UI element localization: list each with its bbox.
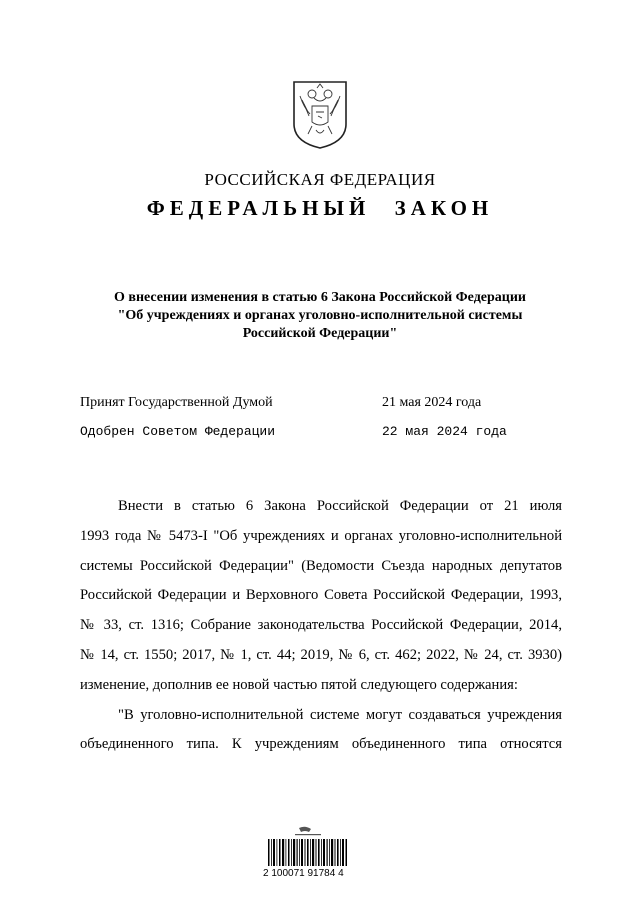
coat-of-arms-icon bbox=[290, 78, 350, 150]
law-body bbox=[80, 496, 562, 764]
body-line: изменение, дополнив ее новой частью пятой следующего содержания: bbox=[80, 676, 518, 693]
document-type-heading: ФЕДЕРАЛЬНЫЙ ЗАКОН bbox=[146, 196, 494, 220]
body-line: объединенного типа. К учреждениям объединенного типа относятся bbox=[80, 736, 562, 753]
barcode-number: 2 100071 91784 4 bbox=[263, 868, 344, 879]
body-line: "В уголовно-исполнительной системе могут создаваться учреждения bbox=[118, 706, 562, 723]
adopted-label: Принят Государственной Думой bbox=[80, 395, 273, 410]
body-line: № 14, ст. 1550; 2017, № 1, ст. 44; 2019, № 6, ст. 462; 2022, № 24, ст. 3930) bbox=[80, 646, 562, 663]
approved-label: Одобрен Советом Федерации bbox=[80, 424, 276, 439]
title-line: Российской Федерации" bbox=[242, 326, 398, 341]
approved-date: 22 мая 2024 года bbox=[382, 424, 507, 439]
body-line: Российской Федерации и Верховного Совета Российской Федерации, 1993, bbox=[80, 587, 562, 604]
body-line: Внести в статью 6 Закона Российской Федерации от 21 июля bbox=[118, 498, 562, 514]
body-line: 1993 года № 5473-I "Об учреждениях и органах уголовно-исполнительной bbox=[80, 527, 562, 544]
body-line: № 33, ст. 1316; Собрание законодательства Российской Федерации, 2014, bbox=[80, 617, 562, 634]
body-line: системы Российской Федерации" (Ведомости Съезда народных депутатов bbox=[80, 557, 562, 574]
country-heading: РОССИЙСКАЯ ФЕДЕРАЦИЯ bbox=[204, 170, 436, 189]
adopted-date: 21 мая 2024 года bbox=[382, 395, 482, 410]
title-line: "Об учреждениях и органах уголовно-исполнительной системы bbox=[117, 308, 523, 323]
law-title bbox=[60, 289, 580, 343]
title-line: О внесении изменения в статью 6 Закона Российской Федерации bbox=[114, 290, 526, 305]
